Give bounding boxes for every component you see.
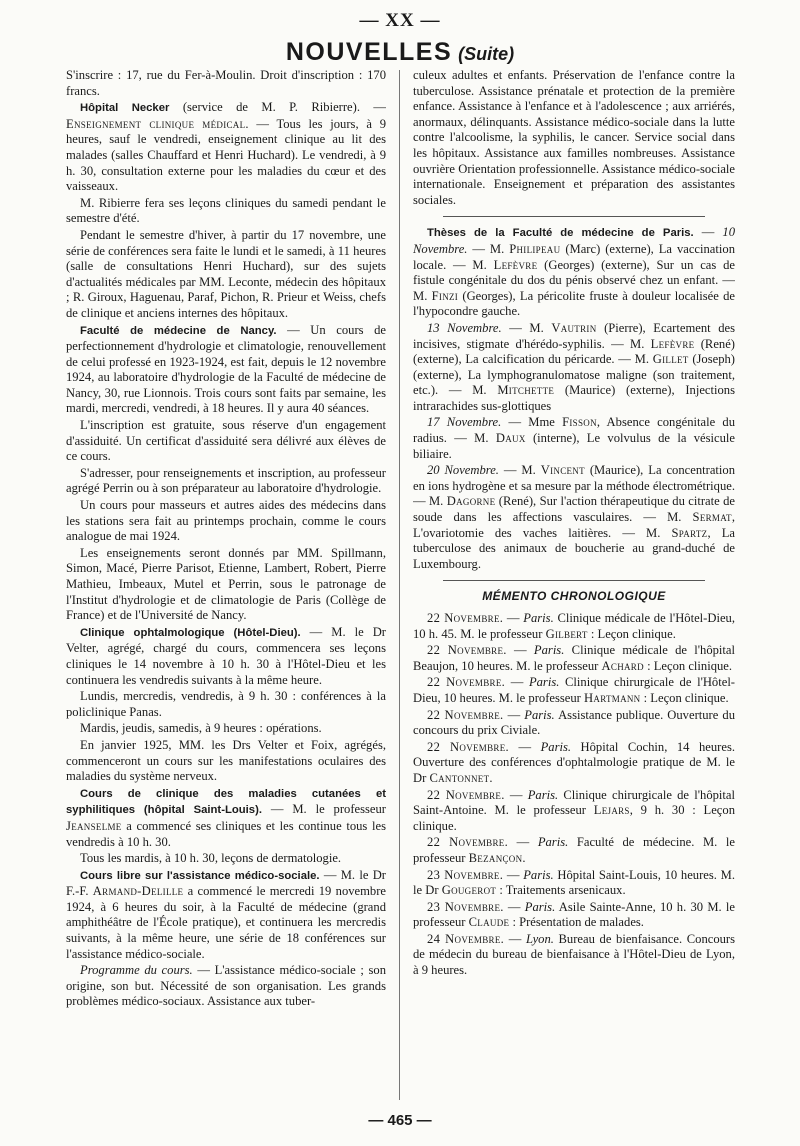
text: . — Tous les jours, à 9 heures, sauf le vendredi, enseignement clinique au lit des malades (salles Chauffard et Henri Huchard). Le vendredi, à 9 h. 30, consultation externe pour les maladies du cœur et des vaisseaux. xyxy=(66,116,386,194)
paragraph: Un cours pour masseurs et autres aides des médecins dans les stations sera fait au printemps prochain, comme le cours analogue de mai 1924. xyxy=(66,498,386,544)
text: Clinique chirurgicale de l'Hôtel-Dieu, 10 heures. M. le professeur xyxy=(413,675,735,705)
text: , L'ovariotomie des vaches laitières. — M. xyxy=(413,510,735,540)
place-italic: Lyon. xyxy=(525,931,554,946)
page-folio: — XX — xyxy=(359,10,441,31)
date: 23 Novembre. xyxy=(427,867,504,882)
text: . xyxy=(489,770,493,785)
text: , Absence congénitale du radius. — M. xyxy=(413,415,735,446)
memento-entry: 22 Novembre. — Paris. Assistance publique. Ouverture du concours du prix Civiale. xyxy=(413,707,735,738)
text: — M. xyxy=(467,241,510,256)
paragraph-theses-13 xyxy=(413,321,735,415)
text: — Mme xyxy=(501,415,563,430)
memento-entry: 23 Novembre. — Paris. Asile Sainte-Anne, 10 h. 30 M. le professeur Claude : Présentation de malades. xyxy=(413,899,735,930)
text: — M. le professeur xyxy=(261,802,386,817)
paragraph: S'adresser, pour renseignements et inscription, au professeur agrégé Perrin ou à son préparateur au laboratoire d'hydrologie. xyxy=(66,465,386,496)
place-italic: Paris. xyxy=(527,787,559,802)
text: a commencé le mercredi 19 novembre 1924, à 6 heures du soir, à la Faculté de médecine (grand amphithéâtre de l'École pratique), et continuera les mercredis suivants, à la même heure, une série de 18 conférences sur l'assistance médico-sociale. xyxy=(66,884,386,961)
text: Faculté de médecine. M. le professeur xyxy=(413,835,735,865)
place-italic: Paris. xyxy=(537,835,569,850)
memento-entry: 24 Novembre. — Lyon. Bureau de bienfaisance. Concours de médecin du bureau de bienfaisance à l'Hôtel-Dieu de Lyon, à 9 heures. xyxy=(413,931,735,978)
text: Clinique médicale de l'Hôtel-Dieu, 10 h. 45. M. le professeur xyxy=(413,611,735,641)
text-small-caps: Armand-Delille xyxy=(92,884,184,899)
memento-entry: 23 Novembre. — Paris. Hôpital Saint-Louis, 10 heures. M. le Dr Gougerot : Traitements arsenicaux. xyxy=(413,867,735,898)
text: Clinique chirurgicale de l'hôpital Saint-Antoine. M. le professeur xyxy=(413,787,735,818)
text: — Un cours de perfectionnement d'hydrologie et climatologie, renouvellement de celui professé en 1923-1924, est fait, depuis le 12 novembre 1924, au laboratoire d'hydrologie de la Faculté de médecine de Nancy, 30, rue Lionnois. Trois cours sont faits par semaine, les mardi, mercredi, vendredi, à 18 heures. Il y aura 40 séances. xyxy=(66,322,386,416)
text: Hôpital Saint-Louis, 10 heures. M. le Dr xyxy=(413,867,735,898)
place-italic: Paris. xyxy=(540,739,572,754)
text: (René), Sur l'action thérapeutique du citrate de soude dans les affections vasculaires. — M. xyxy=(413,494,735,525)
section-heading: Faculté de médecine de Nancy. xyxy=(80,324,277,337)
text-small-caps: Fisson xyxy=(562,415,597,430)
paragraph: Tous les mardis, à 10 h. 30, leçons de dermatologie. xyxy=(80,851,342,866)
text-small-caps: Bezançon xyxy=(468,850,523,865)
text: (interne), Le volvulus de la vésicule biliaire. xyxy=(413,431,735,461)
text: (Georges) (externe), Sur un cas de fistule congénitale du dos du pénis observé chez un enfant. — M. xyxy=(413,257,735,303)
section-heading: Cours libre sur l'assistance médico-sociale. xyxy=(80,869,320,882)
text-small-caps: Daux xyxy=(495,431,526,446)
section-title-suffix: (Suite) xyxy=(458,44,515,64)
paragraph: Pendant le semestre d'hiver, à partir du 17 novembre, une série de conférences sera faite le lundi et le samedi, à 11 heures (salle de consultations Henri Huchard), sur des sujets d'actualités médicales par MM. Leconte, médecin des hôpitaux ; R. Giroux, Haguenau, Paraf, Pichon, R. Prieur et Weiss, chefs de clinique et anciens internes des hôpitaux. xyxy=(66,227,386,320)
text: Asile Sainte-Anne, 10 h. 30 M. le professeur xyxy=(413,899,735,930)
section-heading: Cours de clinique des maladies cutanées et syphilitiques (hôpital Saint-Louis). xyxy=(66,787,386,817)
place-italic: Paris. xyxy=(528,675,560,690)
text: , La tuberculose des animaux de boucherie au grand-duché de Luxembourg. xyxy=(413,525,735,571)
paragraph: Les enseignements seront donnés par MM. Spillmann, Simon, Macé, Pierre Parisot, Etienne, Lambert, Robert, Pierre Mathieu, Imbeaux, Mutel et Perrin, sous le patronage de l'Institut d'hydrologie et de climatologie de Paris (Collège de France) et de l'Université de Nancy. xyxy=(66,545,386,623)
date-italic: 17 Novembre. xyxy=(427,415,502,430)
text: — M. xyxy=(501,320,552,335)
paragraph-programme xyxy=(66,963,386,1010)
text-small-caps: Lejars xyxy=(593,803,630,818)
paragraph: L'inscription est gratuite, sous réserve d'un engagement d'assiduité. Un certificat d'assiduité sera délivré aux élèves de ce cours. xyxy=(66,418,386,464)
text-small-caps: Gillet xyxy=(652,352,689,367)
section-heading: Hôpital Necker xyxy=(80,102,170,115)
text: (Maurice), La concentration en ions hydrogène et sa mesure par la méthode électrométrique. — M. xyxy=(413,463,735,509)
memento-entry: 22 Novembre. — Paris. Faculté de médecine. M. le professeur Bezançon. xyxy=(413,835,735,865)
paragraph-theses: Thèses de la Faculté de médecine de Paris. — 10 Novembre. — M. Philipeau (Marc) (externe), La vaccination locale. — M. Lefèvre (Georges) (externe), Sur un cas de fistule congénitale du dos du pénis observé chez un enfant. — M. Finzi (Georges), La péricolite fruste à douleur localisée de l'hypocondre gauche. xyxy=(413,225,735,319)
text-small-caps: Hartmann xyxy=(584,690,641,705)
text: — M. le Dr Velter, agrégé, chargé du cours, commencera ses leçons cliniques le 14 novembre à 10 h. 30 à l'Hôtel-Dieu et les continuera les vendredis suivants à la même heure. xyxy=(66,624,386,687)
text: (Marc) (externe), La vaccination locale. — M. xyxy=(413,241,735,272)
place-italic: Paris. xyxy=(524,899,556,914)
paragraph: M. Ribierre fera ses leçons cliniques du samedi pendant le semestre d'été. xyxy=(66,195,386,226)
section-heading: Thèses de la Faculté de médecine de Paris. xyxy=(427,227,694,240)
separator-rule xyxy=(443,216,705,217)
text: — L'assistance médico-sociale ; son origine, son but. Nécessité de son organisation. Les grands problèmes médico-sociaux. Assistance aux tuber- xyxy=(66,963,386,1009)
text: : Leçon clinique. xyxy=(640,690,729,705)
text-small-caps: Finzi xyxy=(431,288,459,303)
right-column xyxy=(413,68,735,1108)
text: Hôpital Cochin, 14 heures. Ouverture des conférences d'ophtalmologie pratique de M. le Dr xyxy=(413,739,735,785)
memento-entry: 22 Novembre. — Paris. Clinique chirurgicale de l'Hôtel-Dieu, 10 heures. M. le professeur Hartmann : Leçon clinique. xyxy=(413,675,735,705)
paragraph-faculte-nancy xyxy=(66,323,386,418)
date-italic: 10 Novembre. xyxy=(413,225,735,256)
section-heading: Clinique ophtalmologique (Hôtel-Dieu). xyxy=(80,626,301,639)
text: (Pierre), Ecartement des incisives, stigmate d'hérédo-syphilis. — M. xyxy=(413,320,735,351)
text-small-caps: Jeanselme xyxy=(66,818,122,833)
text: : Traitements arsenicaux. xyxy=(496,883,626,898)
paragraph-theses-20 xyxy=(413,463,735,572)
text: : Présentation de malades. xyxy=(509,915,644,930)
paragraph-hopital-necker xyxy=(66,100,386,195)
text: (Joseph) (externe), La lymphogranulomatose maligne (son traitement, etc.). — M. xyxy=(413,352,735,398)
text-small-caps: Dagorne xyxy=(446,494,496,509)
text: (Georges), La péricolite fruste à douleur localisée de l'hypocondre gauche. xyxy=(413,288,735,319)
text-small-caps: Enseignement clinique médical xyxy=(66,116,246,131)
text-small-caps: Gilbert xyxy=(545,626,588,641)
date-italic: 13 Novembre. xyxy=(427,320,502,335)
left-column xyxy=(66,68,386,1108)
text: (Maurice) (externe), Injections intrarachides sus-glottiques xyxy=(413,383,735,413)
place-italic: Paris. xyxy=(524,707,555,722)
paragraph-assistance-medico-sociale xyxy=(66,868,386,963)
paragraph-clinique-ophtalmologique xyxy=(66,625,386,688)
date: 22 Novembre. xyxy=(427,675,506,690)
text: (service de M. P. Ribierre). — xyxy=(169,100,386,115)
separator-rule xyxy=(443,580,705,581)
memento-entry: 22 Novembre. — Paris. Clinique médicale de l'Hôtel-Dieu, 10 h. 45. M. le professeur Gilbert : Leçon clinique. xyxy=(413,611,735,641)
memento-entry: 22 Novembre. — Paris. Hôpital Cochin, 14 heures. Ouverture des conférences d'ophtalmologie pratique de M. le Dr Cantonnet. xyxy=(413,739,735,785)
paragraph: Lundis, mercredis, vendredis, à 9 h. 30 : conférences à la policlinique Panas. xyxy=(66,689,386,719)
section-title xyxy=(0,40,800,65)
date: 22 Novembre. xyxy=(427,707,504,722)
text: — M. xyxy=(498,463,541,478)
text-small-caps: Lefèvre xyxy=(650,336,695,351)
column-divider xyxy=(399,70,400,1100)
paragraph: S'inscrire : 17, rue du Fer-à-Moulin. Droit d'inscription : 170 francs. xyxy=(66,68,386,98)
paragraph: Mardis, jeudis, samedis, à 9 heures : opérations. xyxy=(80,721,322,736)
text: : Leçon clinique. xyxy=(643,658,733,673)
place-italic: Paris. xyxy=(523,611,554,625)
date: 22 Novembre. xyxy=(427,643,507,658)
memento-entry: 22 Novembre. — Paris. Clinique médicale de l'hôpital Beaujon, 10 heures. M. le professeur Achard : Leçon clinique. xyxy=(413,643,735,673)
date: 22 Novembre. xyxy=(427,611,504,625)
text: . xyxy=(522,850,526,865)
text-small-caps: Cantonnet xyxy=(429,770,490,785)
text-small-caps: Mitchette xyxy=(497,383,555,398)
date: 22 Novembre. xyxy=(427,835,509,850)
date: 22 Novembre. xyxy=(427,787,505,802)
date: 24 Novembre. xyxy=(427,931,505,946)
text-small-caps: Achard xyxy=(601,658,644,673)
place-italic: Paris. xyxy=(523,867,554,882)
text-small-caps: Vincent xyxy=(540,463,585,478)
text: : Leçon clinique. xyxy=(587,626,676,641)
paragraph: En janvier 1925, MM. les Drs Velter et Foix, agrégés, commenceront un cours sur les manifestations oculaires des maladies du système nerveux. xyxy=(66,737,386,784)
text-small-caps: Philipeau xyxy=(509,241,561,256)
text-small-caps: Lefèvre xyxy=(493,257,538,272)
text-italic: Programme du cours. xyxy=(80,963,193,978)
text-small-caps: Gougerot xyxy=(441,883,497,898)
page-number: — 465 — xyxy=(368,1112,432,1129)
text-small-caps: Spartz xyxy=(671,525,708,540)
date-italic: 20 Novembre. xyxy=(427,463,499,478)
date: 23 Novembre. xyxy=(427,899,504,914)
text-small-caps: Sermat xyxy=(692,510,732,525)
paragraph-maladies-cutanees xyxy=(66,786,386,850)
text: — M. le Dr F.-F. xyxy=(66,867,386,899)
text: Clinique médicale de l'hôpital Beaujon, 10 heures. M. le professeur xyxy=(413,643,735,673)
text: Bureau de bienfaisance. Concours de médecin du bureau de bienfaisance à l'Hôtel-Dieu de Lyon, à 9 heures. xyxy=(413,931,735,978)
text: a commencé ses cliniques et les continue tous les vendredis à 10 h. 30. xyxy=(66,818,386,849)
place-italic: Paris. xyxy=(533,643,565,658)
text: (René) (externe), La calcification du péricarde. — M. xyxy=(413,336,735,367)
memento-entry: 22 Novembre. — Paris. Clinique chirurgicale de l'hôpital Saint-Antoine. M. le professeur Lejars, 9 h. 30 : Leçon clinique. xyxy=(413,787,735,833)
paragraph-theses-17 xyxy=(413,415,735,462)
paragraph: culeux adultes et enfants. Préservation de l'enfance contre la tuberculose. Assistance prénatale et protection de la première enfance. Assistance à l'enfance et à l'adolescence ; aux arriérés, anormaux, délinquants. Assistance médico-sociale dans la lutte contre l'alcoolisme, la syphilis, le cancer. Service social dans les hôpitaux. Assistance aux familles nombreuses. Assistance ouvrière Orientation professionnelle. Assistance médico-sociale internationale. Enseignement et préparation des assistantes sociales. xyxy=(413,68,735,207)
text: , 9 h. 30 : Leçon clinique. xyxy=(413,803,735,833)
text-small-caps: Vautrin xyxy=(551,320,597,335)
text: Assistance publique. Ouverture du concours du prix Civiale. xyxy=(413,707,735,738)
text-small-caps: Claude xyxy=(468,915,510,930)
date: 22 Novembre. xyxy=(427,739,509,754)
section-title-main: NOUVELLES xyxy=(285,38,453,66)
memento-heading: MÉMENTO CHRONOLOGIQUE xyxy=(482,589,666,604)
